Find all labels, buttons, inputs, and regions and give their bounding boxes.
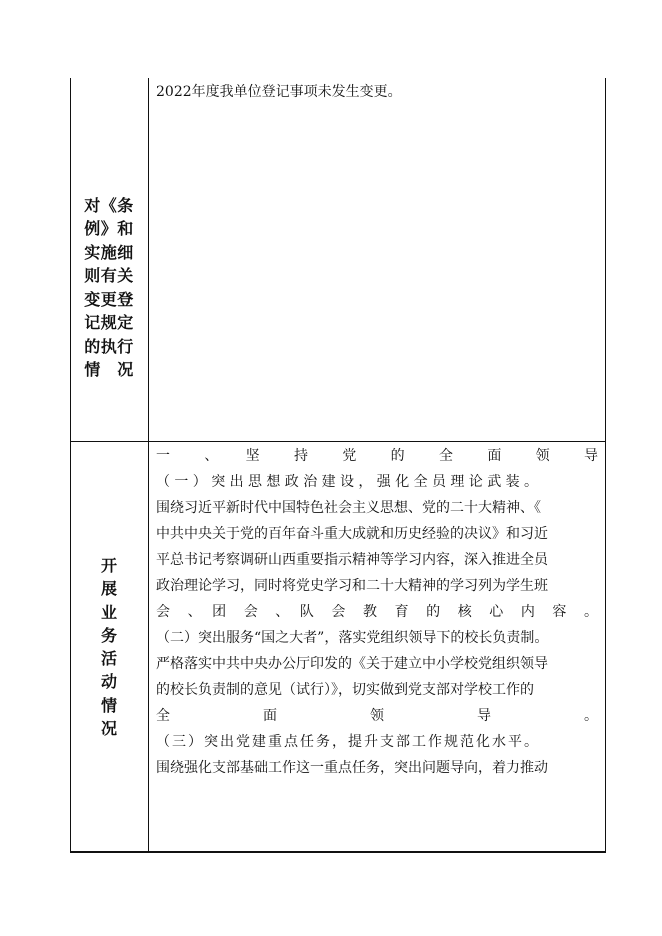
- table-row-divider: [70, 441, 606, 442]
- content-line: 严格落实中共中央办公厅印发的《关于建立中小学校党组织领导: [156, 656, 548, 672]
- row1-content: 2022年度我单位登记事项未发生变更。: [156, 84, 402, 100]
- row1-label-line: 的执行: [84, 336, 134, 356]
- row2-label-line: 务: [100, 625, 117, 645]
- content-line: 平总书记考察调研山西重要指示精神等学习内容，深入推进全员: [156, 552, 548, 568]
- table-border-bottom: [70, 851, 606, 853]
- content-line: 围绕习近平新时代中国特色社会主义思想、党的二十大精神、《: [156, 500, 541, 516]
- row1-label-line: 记规定: [84, 313, 134, 332]
- row2-label-line: 开: [100, 556, 117, 575]
- content-line: 一 、 坚 持 党 的 全 面 领 导: [156, 448, 598, 464]
- registration-table: [70, 78, 606, 853]
- row1-label-line: 情 况: [84, 360, 134, 379]
- row1-label: [79, 194, 139, 382]
- table-column-divider: [148, 78, 149, 853]
- row2-label-line: 展: [100, 579, 117, 599]
- row1-label-line: 变更登: [84, 289, 134, 309]
- row1-label-line: 实施细: [84, 242, 134, 262]
- row2-content: [156, 443, 598, 781]
- row2-label-line: 活: [100, 649, 117, 669]
- content-line: 围绕强化支部基础工作这一重点任务，突出问题导向，着力推动: [156, 760, 548, 776]
- row1-label-line: 例》和: [84, 219, 134, 238]
- content-line: 会 、 团 会 、 队 会 教 育 的 核 心 内 容 。: [156, 604, 598, 620]
- content-line: 政治理论学习，同时将党史学习和二十大精神的学习列为学生班: [156, 578, 548, 594]
- row2-label-line: 业: [100, 602, 117, 622]
- row2-label-line: 动: [100, 672, 117, 692]
- row2-label-line: 情: [100, 695, 117, 715]
- content-line: 全 面 领 导 。: [156, 708, 598, 724]
- row1-label-line: 对《条: [84, 195, 134, 215]
- row1-label-line: 则有关: [84, 266, 134, 285]
- table-border-right: [605, 78, 606, 853]
- content-line: 中共中央关于党的百年奋斗重大成就和历史经验的决议》和习近: [156, 526, 548, 542]
- content-line: （一）突出思想政治建设，强化全员理论武装。: [156, 474, 543, 490]
- content-line: 的校长负责制的意见（试行）》，切实做到党支部对学校工作的: [156, 682, 534, 698]
- row2-label: [70, 554, 148, 740]
- row2-label-line: 况: [100, 719, 117, 739]
- row2-label-cell: [70, 442, 148, 851]
- row1-label-cell: [70, 78, 148, 441]
- content-line: （二）突出服务“国之大者”，落实党组织领导下的校长负责制。: [156, 630, 549, 646]
- content-line: （三）突出党建重点任务，提升支部工作规范化水平。: [156, 734, 540, 750]
